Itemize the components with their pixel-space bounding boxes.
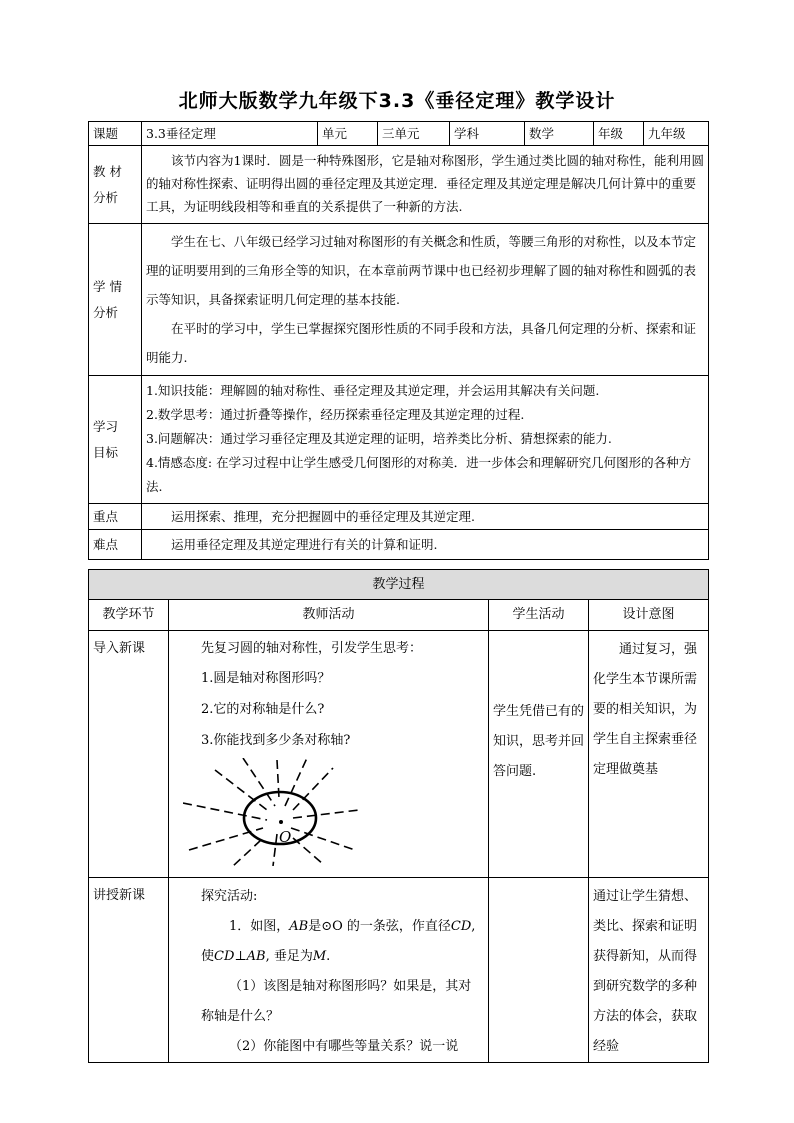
- unit-value: 三单元: [378, 122, 450, 146]
- student-label-line2: 分析: [93, 304, 119, 320]
- col-teacher-header: 教师活动: [169, 600, 489, 631]
- student-label: [89, 224, 142, 376]
- goals-label-line2: 目标: [93, 444, 119, 460]
- col-student-header: 学生活动: [489, 600, 589, 631]
- process-header-row: [89, 570, 709, 600]
- q1-part: , 垂足为: [265, 949, 313, 964]
- student-activity-cell: [489, 878, 589, 1063]
- material-label-line2: 分析: [93, 189, 119, 205]
- axis-line: [233, 840, 261, 866]
- subject-label: 学科: [450, 122, 525, 146]
- symmetry-axes: [183, 758, 359, 866]
- goals-label-line1: 学习: [93, 418, 119, 434]
- chord-ab-label: AB: [289, 919, 309, 934]
- axis-line: [243, 758, 275, 806]
- student-label-line1: 学 情: [93, 278, 122, 294]
- foot-m-label: M: [312, 949, 327, 964]
- teacher-intro: 先复习圆的轴对称性，引发学生思考：: [201, 641, 423, 656]
- circle-symmetry-diagram: [183, 758, 361, 866]
- teacher-cell: [169, 878, 489, 1063]
- student-cell: [142, 224, 709, 376]
- difficulty-label: 难点: [89, 530, 142, 560]
- stage-cell: 讲授新课: [89, 878, 169, 1063]
- difficulty-text: 运用垂径定理及其逆定理进行有关的计算和证明.: [171, 536, 438, 552]
- key-label: 重点: [89, 504, 142, 530]
- diameter-cd-label: CD: [450, 919, 472, 934]
- intent-text: 通过复习，强化学生本节课所需要的相关知识，为学生自主探索垂径定理做奠基: [593, 642, 698, 777]
- key-row: [89, 504, 709, 530]
- goal-item: 2.数学思考：通过折叠等操作，经历探索垂径定理及其逆定理的过程.: [146, 407, 525, 422]
- difficulty-row: [89, 530, 709, 560]
- process-row-intro: [89, 631, 709, 878]
- topic-value: 3.3垂径定理: [142, 122, 318, 146]
- intent-cell: [589, 631, 709, 878]
- subject-value: 数学: [525, 122, 594, 146]
- material-cell: [142, 146, 709, 224]
- material-label-line1: 教 材: [93, 163, 122, 179]
- grade-value: 九年级: [644, 122, 709, 146]
- teacher-question: 3.你能找到多少条对称轴?: [201, 733, 351, 748]
- page-title: 北师大版数学九年级下3.3《垂径定理》教学设计: [178, 90, 616, 112]
- axis-line: [215, 770, 267, 810]
- q1-part: .: [326, 949, 331, 964]
- process-row-new: [89, 878, 709, 1063]
- goals-row: [89, 376, 709, 504]
- process-column-headers: [89, 600, 709, 631]
- teaching-process-table: [88, 569, 709, 1063]
- student-row: [89, 224, 709, 376]
- topic-label: 课题: [89, 122, 142, 146]
- material-row: [89, 146, 709, 224]
- circle-center-dot: [279, 820, 283, 824]
- student-text-1: 学生在七、八年级已经学习过轴对称图形的有关概念和性质，等腰三角形的对称性，以及本节定理的证明要用到的三角形全等的知识，在本章前两节课中也已经初步理解了圆的轴对称性和圆弧的表示等知识，具备探索证明几何定理的基本技能.: [146, 234, 697, 307]
- circle-center-label: O: [279, 828, 292, 846]
- material-label: [89, 146, 142, 224]
- axis-line: [189, 828, 263, 850]
- goal-item: 4.情感态度: 在学习过程中让学生感受几何图形的对称美．进一步体会和理解研究几何图形的各种方法.: [146, 455, 692, 494]
- unit-label: 单元: [318, 122, 378, 146]
- teacher-intro: 探究活动:: [201, 889, 258, 904]
- teacher-question-1: [173, 912, 484, 972]
- difficulty-cell: [142, 530, 709, 560]
- q1-part: 1．如图，: [229, 919, 290, 934]
- lesson-info-table: [88, 121, 709, 560]
- stage-cell: 导入新课: [89, 631, 169, 878]
- intent-cell: 通过让学生猜想、类比、探索和证明获得新知，从而得到研究数学的多种方法的体会，获取经验: [589, 878, 709, 1063]
- q1-part: , 使: [201, 919, 476, 964]
- key-cell: [142, 504, 709, 530]
- goals-cell: [142, 376, 709, 504]
- teacher-cell: [169, 631, 489, 878]
- axis-line: [273, 834, 277, 866]
- material-text: 该节内容为1课时．圆是一种特殊图形，它是轴对称图形，学生通过类比圆的轴对称性，能利用圆的轴对称性探索、证明得出圆的垂径定理及其逆定理．垂径定理及其逆定理是解决几何计算中的重要工具，为证明线段相等和垂直的关系提供了一种新的方法.: [146, 153, 704, 214]
- col-intent-header: 设计意图: [589, 600, 709, 631]
- grade-label: 年级: [594, 122, 644, 146]
- goals-label: [89, 376, 142, 504]
- key-text: 运用探索、推理，充分把握圆中的垂径定理及其逆定理.: [171, 508, 475, 524]
- teacher-question: 1.圆是轴对称图形吗？: [201, 671, 331, 686]
- student-activity-cell: 学生凭借已有的知识，思考并回答问题.: [489, 631, 589, 878]
- teacher-question-2: （1）该图是轴对称图形吗？如果是，其对称轴是什么？: [201, 979, 472, 1024]
- process-header: 教学过程: [89, 570, 709, 600]
- goal-item: 3.问题解决：通过学习垂径定理及其逆定理的证明，培养类比分析、猜想探索的能力.: [146, 431, 612, 446]
- topic-row: [89, 122, 709, 146]
- q1-part: 是⊙O 的一条弦，作直径: [308, 919, 451, 934]
- axis-line: [183, 803, 267, 820]
- teacher-question-3: （2）你能图中有哪些等量关系？说一说: [229, 1039, 459, 1054]
- goal-item: 1.知识技能：理解圆的轴对称性、垂径定理及其逆定理，并会运用其解决有关问题.: [146, 383, 600, 398]
- axis-line: [293, 810, 359, 818]
- perpendicular-label: CD⊥AB: [214, 949, 266, 964]
- col-stage-header: 教学环节: [89, 600, 169, 631]
- student-text-2: 在平时的学习中，学生已掌握探究图形性质的不同手段和方法，具备几何定理的分析、探索和证明能力.: [146, 321, 697, 365]
- teacher-question: 2.它的对称轴是什么?: [201, 702, 325, 717]
